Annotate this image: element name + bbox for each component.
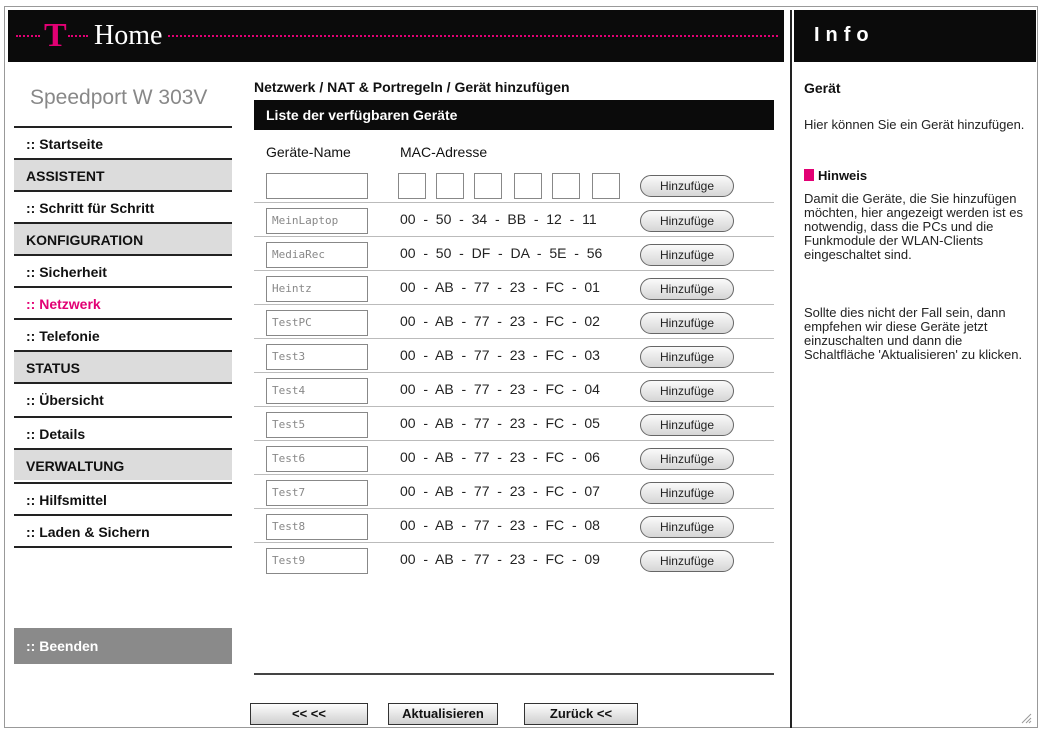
nav-item-startseite[interactable]: :: Startseite [14,126,232,158]
panel-divider [790,10,792,728]
content-divider [254,673,774,675]
hint-text-more: Sollte dies nicht der Fall sein, dann empfehen wir diese Geräte jetzt einzuschalten und dann die Schaltfläche 'Aktualisieren' zu klicken. [804,305,1023,362]
device-row [254,372,774,406]
device-name-field[interactable]: Test6 [266,446,368,472]
add-device-button[interactable]: Hinzufüge [640,244,734,266]
device-name-field[interactable]: Heintz [266,276,368,302]
device-row [254,406,774,440]
device-list-header: Liste der verfügbaren Geräte [254,100,774,130]
telekom-logo[interactable]: T [44,17,67,54]
dotted-line [68,35,88,37]
device-name-field[interactable]: Test8 [266,514,368,540]
hint-title-label: Hinweis [818,168,868,183]
nav-item-laden-sichern[interactable]: :: Laden & Sichern [14,514,232,546]
device-row [254,304,774,338]
mac-address: 00 - AB - 77 - 23 - FC - 02 [400,313,600,329]
mac-address: 00 - AB - 77 - 23 - FC - 09 [400,551,600,567]
mac-address: 00 - 50 - 34 - BB - 12 - 11 [400,211,597,227]
device-name-field[interactable]: Test4 [266,378,368,404]
column-header-name: Geräte-Name [266,144,351,160]
device-brand: Speedport W 303V [30,86,208,109]
mac-octet-1-input[interactable] [398,173,426,199]
device-row [254,270,774,304]
add-device-button[interactable]: Hinzufüge [640,278,734,300]
add-device-button[interactable]: Hinzufüge [640,312,734,334]
device-row [254,474,774,508]
refresh-button[interactable]: Aktualisieren [388,703,498,725]
dotted-line [16,35,40,37]
dotted-line [168,35,778,37]
mac-address: 00 - AB - 77 - 23 - FC - 06 [400,449,600,465]
device-row [254,542,774,576]
mac-address: 00 - AB - 77 - 23 - FC - 03 [400,347,600,363]
nav-item-netzwerk[interactable]: :: Netzwerk [14,286,232,318]
home-header [8,10,784,62]
hint-icon [804,169,814,181]
add-device-button[interactable]: Hinzufüge [640,448,734,470]
add-device-button[interactable]: Hinzufüge [640,414,734,436]
mac-octet-6-input[interactable] [592,173,620,199]
info-text: Hier können Sie ein Gerät hinzufügen. [804,117,1025,132]
mac-address: 00 - AB - 77 - 23 - FC - 08 [400,517,600,533]
mac-octet-4-input[interactable] [514,173,542,199]
breadcrumb: Netzwerk / NAT & Portregeln / Gerät hinzufügen [254,79,570,95]
device-name-field[interactable]: Test5 [266,412,368,438]
add-device-button[interactable]: Hinzufüge [640,516,734,538]
nav-section-assistent: ASSISTENT [14,158,232,190]
nav-section-verwaltung: VERWALTUNG [14,448,232,480]
mac-address: 00 - AB - 77 - 23 - FC - 07 [400,483,600,499]
hint-text: Damit die Geräte, die Sie hinzufügen möchten, hier angezeigt werden ist es notwendig, dass die PCs und die Funkmodule der WLAN-Clients eingeschaltet sind. [804,191,1023,262]
nav-item-details[interactable]: :: Details [14,416,232,448]
nav-item-sicherheit[interactable]: :: Sicherheit [14,254,232,286]
mac-address: 00 - 50 - DF - DA - 5E - 56 [400,245,603,261]
logout-button[interactable]: :: Beenden [14,628,232,664]
info-header-title: Info [814,24,875,46]
nav-section-status: STATUS [14,350,232,382]
resize-grip-icon[interactable] [1020,712,1032,724]
mac-address: 00 - AB - 77 - 23 - FC - 04 [400,381,600,397]
device-name-field[interactable]: MediaRec [266,242,368,268]
device-name-input[interactable] [266,173,368,199]
back-button[interactable]: << << [250,703,368,725]
nav-item-übersicht[interactable]: :: Übersicht [14,382,232,414]
device-name-field[interactable]: Test9 [266,548,368,574]
device-row [254,440,774,474]
nav-section-konfiguration: KONFIGURATION [14,222,232,254]
device-row [254,202,774,236]
nav-item-schritt-für-schritt[interactable]: :: Schritt für Schritt [14,190,232,222]
return-button[interactable]: Zurück << [524,703,638,725]
device-row [254,508,774,542]
column-header-mac: MAC-Adresse [400,144,488,160]
info-title: Gerät [804,80,841,96]
device-row [254,338,774,372]
nav-item-telefonie[interactable]: :: Telefonie [14,318,232,350]
info-header [794,10,1036,62]
mac-octet-2-input[interactable] [436,173,464,199]
add-device-button[interactable]: Hinzufüge [640,210,734,232]
nav-item-hilfsmittel[interactable]: :: Hilfsmittel [14,482,232,514]
add-device-button[interactable]: Hinzufüge [640,346,734,368]
hint-title [804,168,867,183]
add-device-button[interactable]: Hinzufüge [640,550,734,572]
device-row [254,236,774,270]
device-name-field[interactable]: Test7 [266,480,368,506]
device-name-field[interactable]: MeinLaptop [266,208,368,234]
mac-octet-5-input[interactable] [552,173,580,199]
add-device-button[interactable]: Hinzufüge [640,380,734,402]
nav-divider [14,546,232,548]
new-device-row [254,168,774,202]
header-title: Home [94,20,163,51]
mac-address: 00 - AB - 77 - 23 - FC - 01 [400,279,600,295]
mac-octet-3-input[interactable] [474,173,502,199]
add-device-button[interactable]: Hinzufüge [640,175,734,197]
device-name-field[interactable]: TestPC [266,310,368,336]
mac-address: 00 - AB - 77 - 23 - FC - 05 [400,415,600,431]
device-name-field[interactable]: Test3 [266,344,368,370]
add-device-button[interactable]: Hinzufüge [640,482,734,504]
